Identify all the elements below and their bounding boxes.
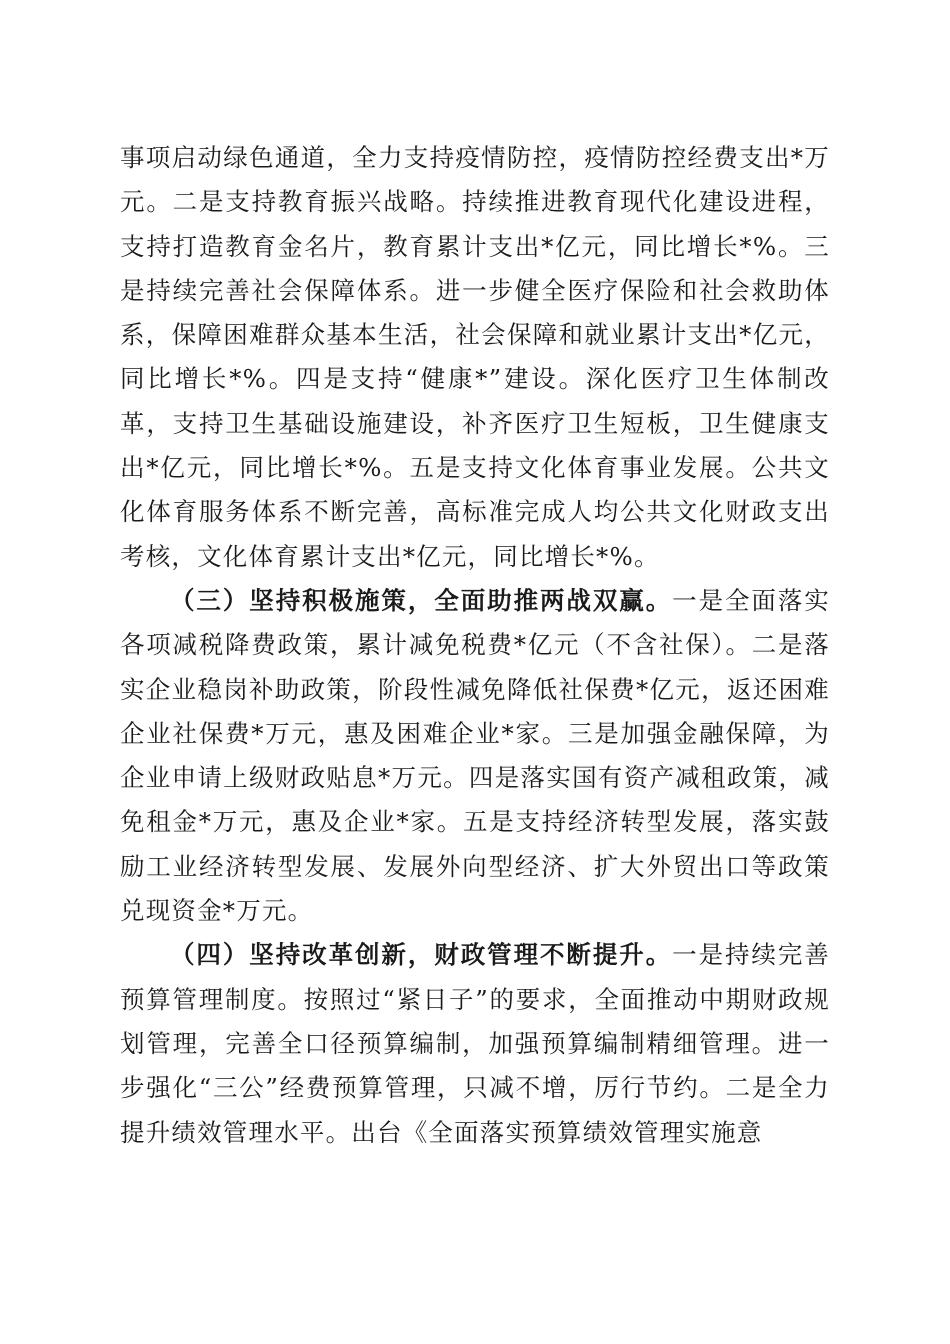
paragraph-text: 一是持续完善预算管理制度。按照过“紧日子”的要求，全面推动中期财政规划管理，完善全口径预算编制，加强预算编制精细管理。进一步强化“三公”经费预算管理，只减不增，厉行节约。二是全力提升绩效管理水平。出台《全面落实预算绩效管理实施意 (120, 940, 830, 1147)
section-heading-4: （四）坚持改革创新，财政管理不断提升。 (170, 940, 673, 970)
document-body (120, 136, 830, 1155)
section-heading-3: （三）坚持积极施策，全面助推两战双赢。 (170, 585, 673, 615)
paragraph-continuation (120, 136, 830, 579)
paragraph-text: 一是全面落实各项减税降费政策，累计减免税费*亿元（不含社保）。二是落实企业稳岗补助政策，阶段性减免降低社保费*亿元，返还困难企业社保费*万元，惠及困难企业*家。三是加强金融保障，为企业申请上级财政贴息*万元。四是落实国有资产减租政策，减免租金*万元，惠及企业*家。五是支持经济转型发展，落实鼓励工业经济转型发展、发展外向型经济、扩大外贸出口等政策兑现资金*万元。 (120, 585, 830, 926)
paragraph-section-4 (120, 933, 830, 1154)
paragraph-text: 事项启动绿色通道，全力支持疫情防控，疫情防控经费支出*万元。二是支持教育振兴战略。持续推进教育现代化建设进程，支持打造教育金名片，教育累计支出*亿元，同比增长*%。三是持续完善社会保障体系。进一步健全医疗保险和社会救助体系，保障困难群众基本生活，社会保障和就业累计支出*亿元，同比增长*%。四是支持“健康*”建设。深化医疗卫生体制改革，支持卫生基础设施建设，补齐医疗卫生短板，卫生健康支出*亿元，同比增长*%。五是支持文化体育事业发展。公共文化体育服务体系不断完善，高标准完成人均公共文化财政支出考核，文化体育累计支出*亿元，同比增长*%。 (120, 143, 830, 571)
paragraph-section-3 (120, 579, 830, 933)
